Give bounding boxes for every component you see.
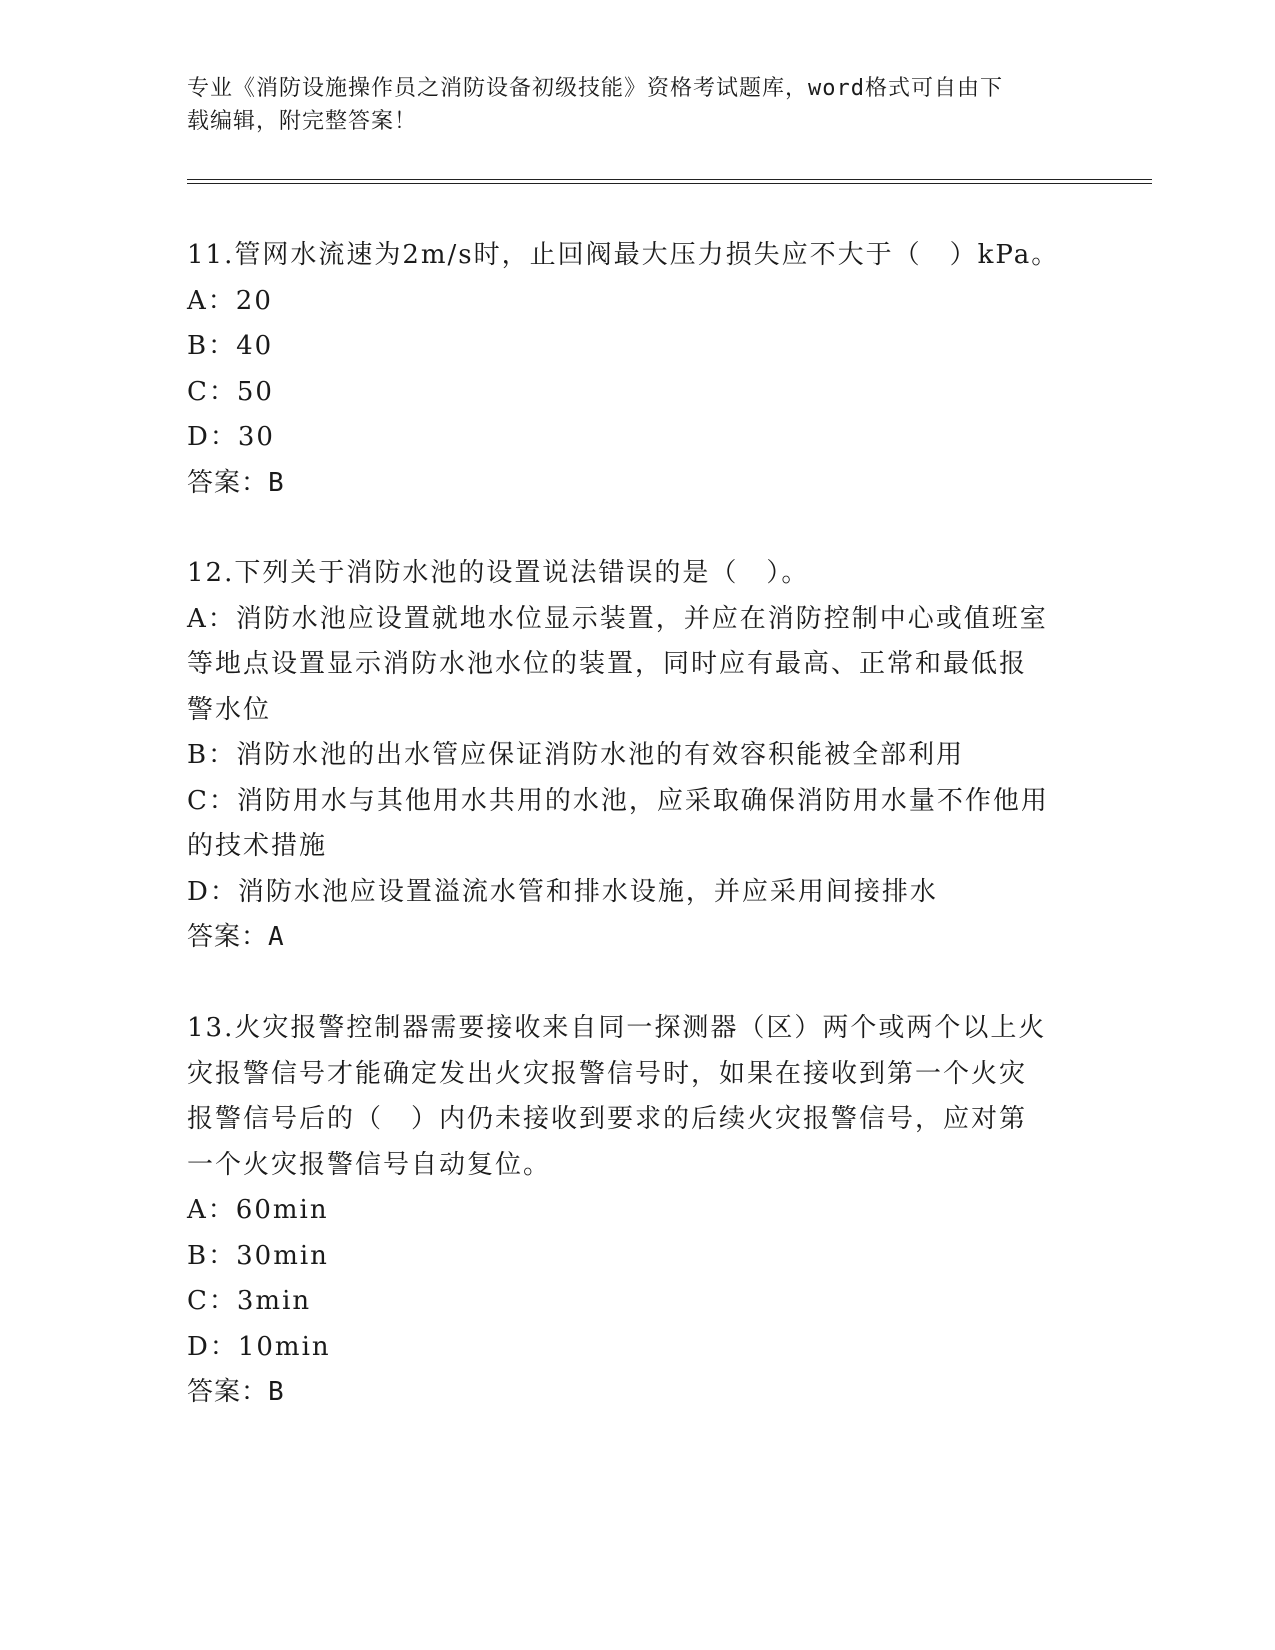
option-c: C：消防用水与其他用水共用的水池，应采取确保消防用水量不作他用	[187, 785, 1049, 816]
option-d: D：消防水池应设置溢流水管和排水设施，并应采用间接排水	[187, 876, 938, 907]
option-a: A：20	[187, 285, 273, 316]
option-b: B：30min	[187, 1240, 329, 1271]
question-stem: 11.管网水流速为2m/s时，止回阀最大压力损失应不大于（ ）kPa。	[187, 240, 1060, 270]
option-c-continued: 的技术措施	[187, 831, 328, 861]
option-b: B：消防水池的出水管应保证消防水池的有效容积能被全部利用	[187, 740, 965, 770]
question-12	[187, 551, 1067, 961]
question-13	[187, 1006, 1067, 1416]
answer: 答案：B	[187, 1377, 285, 1407]
option-a: A：消防水池应设置就地水位显示装置，并应在消防控制中心或值班室	[187, 603, 1048, 634]
header-line: 专业《消防设施操作员之消防设备初级技能》资格考试题库，word格式可自由下	[187, 76, 1003, 101]
option-a-continued: 等地点设置显示消防水池水位的装置，同时应有最高、正常和最低报	[187, 649, 1028, 679]
header-line: 载编辑，附完整答案！	[187, 109, 418, 134]
header-divider	[187, 179, 1152, 180]
option-b: B：40	[187, 331, 274, 361]
option-a-continued: 警水位	[187, 694, 272, 725]
question-stem-continued: 灾报警信号才能确定发出火灾报警信号时，如果在接收到第一个火灾	[187, 1058, 1028, 1089]
answer: 答案：A	[187, 922, 285, 952]
document-header	[187, 72, 1067, 138]
option-d: D：30	[187, 422, 275, 452]
option-c: C：50	[187, 376, 274, 407]
question-11	[187, 233, 1067, 506]
question-stem: 13.火灾报警控制器需要接收来自同一探测器（区）两个或两个以上火	[187, 1013, 1047, 1043]
question-stem-continued: 报警信号后的（ ）内仍未接收到要求的后续火灾报警信号，应对第	[187, 1104, 1028, 1134]
answer: 答案：B	[187, 467, 285, 498]
header-divider	[187, 183, 1152, 184]
option-a: A：60min	[187, 1195, 329, 1225]
option-d: D：10min	[187, 1331, 331, 1362]
question-stem: 12.下列关于消防水池的设置说法错误的是（ ）。	[187, 558, 810, 588]
option-c: C：3min	[187, 1286, 312, 1316]
question-stem-continued: 一个火灾报警信号自动复位。	[187, 1149, 552, 1180]
